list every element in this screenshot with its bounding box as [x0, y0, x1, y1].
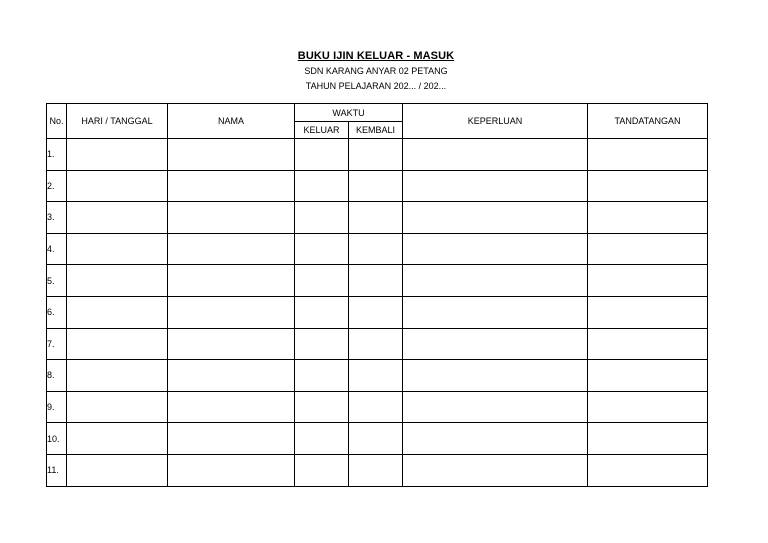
cell-time-out[interactable]	[295, 328, 349, 360]
cell-time-out[interactable]	[295, 233, 349, 265]
cell-time-back[interactable]	[349, 139, 403, 171]
row-number: 1.	[47, 139, 67, 171]
cell-name[interactable]	[168, 391, 295, 423]
cell-name[interactable]	[168, 328, 295, 360]
row-number: 7.	[47, 328, 67, 360]
row-number: 3.	[47, 202, 67, 234]
header-name: NAMA	[168, 104, 295, 139]
cell-time-back[interactable]	[349, 328, 403, 360]
cell-signature[interactable]	[588, 360, 708, 392]
cell-date[interactable]	[67, 139, 168, 171]
cell-name[interactable]	[168, 360, 295, 392]
school-name: SDN KARANG ANYAR 02 PETANG	[304, 66, 448, 76]
cell-time-out[interactable]	[295, 202, 349, 234]
cell-time-back[interactable]	[349, 202, 403, 234]
cell-signature[interactable]	[588, 296, 708, 328]
cell-signature[interactable]	[588, 265, 708, 297]
cell-signature[interactable]	[588, 139, 708, 171]
table-row	[47, 391, 708, 423]
table-row	[47, 265, 708, 297]
row-number: 5.	[47, 265, 67, 297]
cell-signature[interactable]	[588, 454, 708, 486]
cell-time-out[interactable]	[295, 170, 349, 202]
header-row	[47, 104, 708, 122]
cell-signature[interactable]	[588, 391, 708, 423]
cell-time-out[interactable]	[295, 423, 349, 455]
cell-purpose[interactable]	[403, 233, 588, 265]
cell-name[interactable]	[168, 454, 295, 486]
cell-date[interactable]	[67, 328, 168, 360]
row-number: 6.	[47, 296, 67, 328]
document-title: BUKU IJIN KELUAR - MASUK	[297, 50, 455, 62]
cell-time-back[interactable]	[349, 296, 403, 328]
table-body	[47, 139, 708, 487]
cell-date[interactable]	[67, 265, 168, 297]
cell-name[interactable]	[168, 423, 295, 455]
cell-name[interactable]	[168, 265, 295, 297]
cell-purpose[interactable]	[403, 391, 588, 423]
cell-date[interactable]	[67, 360, 168, 392]
cell-date[interactable]	[67, 202, 168, 234]
cell-time-out[interactable]	[295, 360, 349, 392]
table-row	[47, 454, 708, 486]
cell-time-back[interactable]	[349, 423, 403, 455]
cell-name[interactable]	[168, 170, 295, 202]
cell-date[interactable]	[67, 391, 168, 423]
cell-purpose[interactable]	[403, 202, 588, 234]
document-header	[0, 49, 752, 94]
cell-date[interactable]	[67, 423, 168, 455]
table-row	[47, 233, 708, 265]
cell-signature[interactable]	[588, 328, 708, 360]
row-number: 4.	[47, 233, 67, 265]
header-signature: TANDATANGAN	[588, 104, 708, 139]
header-time: WAKTU	[295, 104, 403, 122]
cell-name[interactable]	[168, 296, 295, 328]
table-row	[47, 360, 708, 392]
cell-time-out[interactable]	[295, 454, 349, 486]
cell-time-out[interactable]	[295, 139, 349, 171]
row-number: 9.	[47, 391, 67, 423]
academic-year: TAHUN PELAJARAN 202... / 202...	[305, 81, 447, 91]
cell-purpose[interactable]	[403, 170, 588, 202]
table-row	[47, 296, 708, 328]
row-number: 11.	[47, 454, 67, 486]
cell-name[interactable]	[168, 139, 295, 171]
header-purpose: KEPERLUAN	[403, 104, 588, 139]
table-row	[47, 328, 708, 360]
cell-time-back[interactable]	[349, 454, 403, 486]
cell-time-out[interactable]	[295, 296, 349, 328]
cell-name[interactable]	[168, 202, 295, 234]
cell-signature[interactable]	[588, 233, 708, 265]
cell-signature[interactable]	[588, 202, 708, 234]
row-number: 10.	[47, 423, 67, 455]
cell-purpose[interactable]	[403, 360, 588, 392]
table-row	[47, 202, 708, 234]
cell-time-back[interactable]	[349, 360, 403, 392]
cell-time-back[interactable]	[349, 233, 403, 265]
header-time-out: KELUAR	[295, 122, 349, 139]
cell-time-back[interactable]	[349, 170, 403, 202]
permission-log-table	[46, 103, 708, 487]
header-no: No.	[47, 104, 67, 139]
cell-name[interactable]	[168, 233, 295, 265]
cell-date[interactable]	[67, 170, 168, 202]
row-number: 2.	[47, 170, 67, 202]
cell-date[interactable]	[67, 454, 168, 486]
cell-purpose[interactable]	[403, 454, 588, 486]
header-date: HARI / TANGGAL	[67, 104, 168, 139]
header-time-back: KEMBALI	[349, 122, 403, 139]
cell-purpose[interactable]	[403, 296, 588, 328]
cell-time-back[interactable]	[349, 391, 403, 423]
cell-purpose[interactable]	[403, 328, 588, 360]
cell-time-out[interactable]	[295, 391, 349, 423]
cell-purpose[interactable]	[403, 423, 588, 455]
cell-signature[interactable]	[588, 170, 708, 202]
table-row	[47, 170, 708, 202]
cell-time-out[interactable]	[295, 265, 349, 297]
row-number: 8.	[47, 360, 67, 392]
cell-date[interactable]	[67, 296, 168, 328]
cell-date[interactable]	[67, 233, 168, 265]
cell-time-back[interactable]	[349, 265, 403, 297]
cell-purpose[interactable]	[403, 265, 588, 297]
table-row	[47, 139, 708, 171]
table-row	[47, 423, 708, 455]
cell-purpose[interactable]	[403, 139, 588, 171]
cell-signature[interactable]	[588, 423, 708, 455]
